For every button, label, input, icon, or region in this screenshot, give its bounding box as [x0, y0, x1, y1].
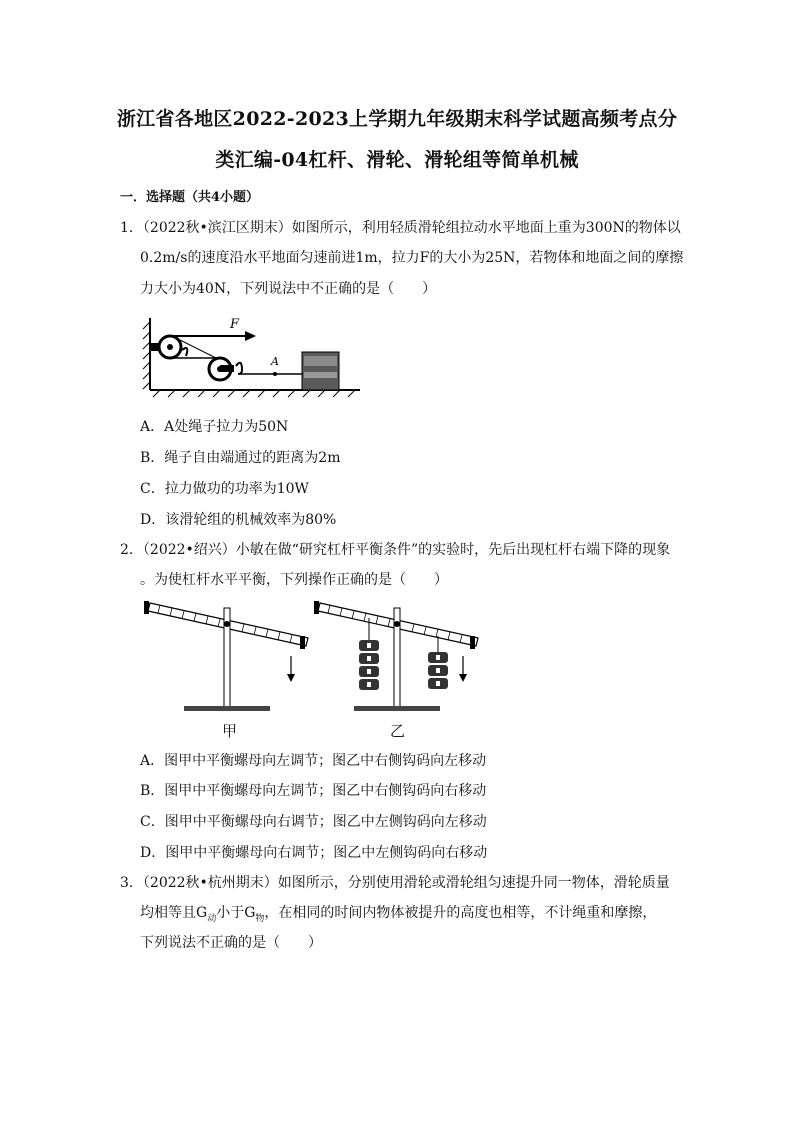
q1-option-c: C．拉力做功的功率为10W	[140, 481, 309, 497]
q3-text-seg-1: 均相等且G	[140, 905, 208, 921]
lever-jia	[144, 601, 308, 711]
q2-option-a: A．图甲中平衡螺母向左调节；图乙中右侧钩码向左移动	[140, 753, 487, 769]
q2-caption-jia: 甲	[222, 722, 238, 740]
q2-lever-figure	[140, 598, 485, 718]
lever-yi	[314, 601, 478, 711]
q1-option-d: D．该滑轮组的机械效率为80%	[140, 512, 337, 528]
document-title-line-1: 浙江省各地区2022-2023上学期九年级期末科学试题高频考点分	[116, 108, 678, 130]
q2-option-b: B．图甲中平衡螺母向左调节；图乙中右侧钩码向右移动	[140, 783, 487, 799]
q3-text-line-1: 3．（2022秋•杭州期末）如图所示，分别使用滑轮或滑轮组匀速提升同一物体，滑轮质量	[120, 875, 670, 891]
document-title-line-2: 类汇编-04杠杆、滑轮、滑轮组等简单机械	[215, 149, 579, 171]
q3-text-line-2	[140, 905, 656, 927]
section-heading: 一．选择题（共4小题）	[120, 190, 260, 205]
q3-text-seg-3: ，在相同的时间内物体被提升的高度也相等，不计绳重和摩擦，	[264, 905, 657, 921]
q3-sub-dong: 动	[207, 913, 217, 924]
q1-pulley-figure	[140, 310, 370, 405]
q1-point-a-label: A	[271, 355, 279, 368]
q1-text-line-3: 力大小为40N，下列说法中不正确的是（ ）	[140, 281, 437, 297]
q1-force-label: F	[230, 317, 240, 332]
q1-text-line-1: 1．（2022秋•滨江区期末）如图所示，利用轻质滑轮组拉动水平地面上重为300N的物体以	[120, 220, 681, 236]
q3-text-seg-2: 小于G	[216, 905, 256, 921]
q3-text-line-3: 下列说法不正确的是（ ）	[140, 935, 322, 951]
q1-option-b: B．绳子自由端通过的距离为2m	[140, 450, 341, 466]
q2-option-c: C．图甲中平衡螺母向右调节；图乙中左侧钩码向左移动	[140, 814, 487, 830]
q2-caption-yi: 乙	[390, 722, 406, 740]
q2-option-d: D．图甲中平衡螺母向右调节；图乙中左侧钩码向右移动	[140, 845, 488, 861]
q2-text-line-1: 2．（2022•绍兴）小敏在做“研究杠杆平衡条件”的实验时，先后出现杠杆右端下降的现象	[120, 542, 671, 558]
q1-option-a: A．A处绳子拉力为50N	[140, 419, 289, 435]
q3-sub-wu: 物	[255, 913, 265, 924]
q2-text-line-2: 。为使杠杆水平平衡，下列操作正确的是（ ）	[140, 572, 448, 588]
q1-text-line-2: 0.2m/s的速度沿水平地面匀速前进1m，拉力F的大小为25N，若物体和地面之间的摩擦	[140, 250, 684, 266]
